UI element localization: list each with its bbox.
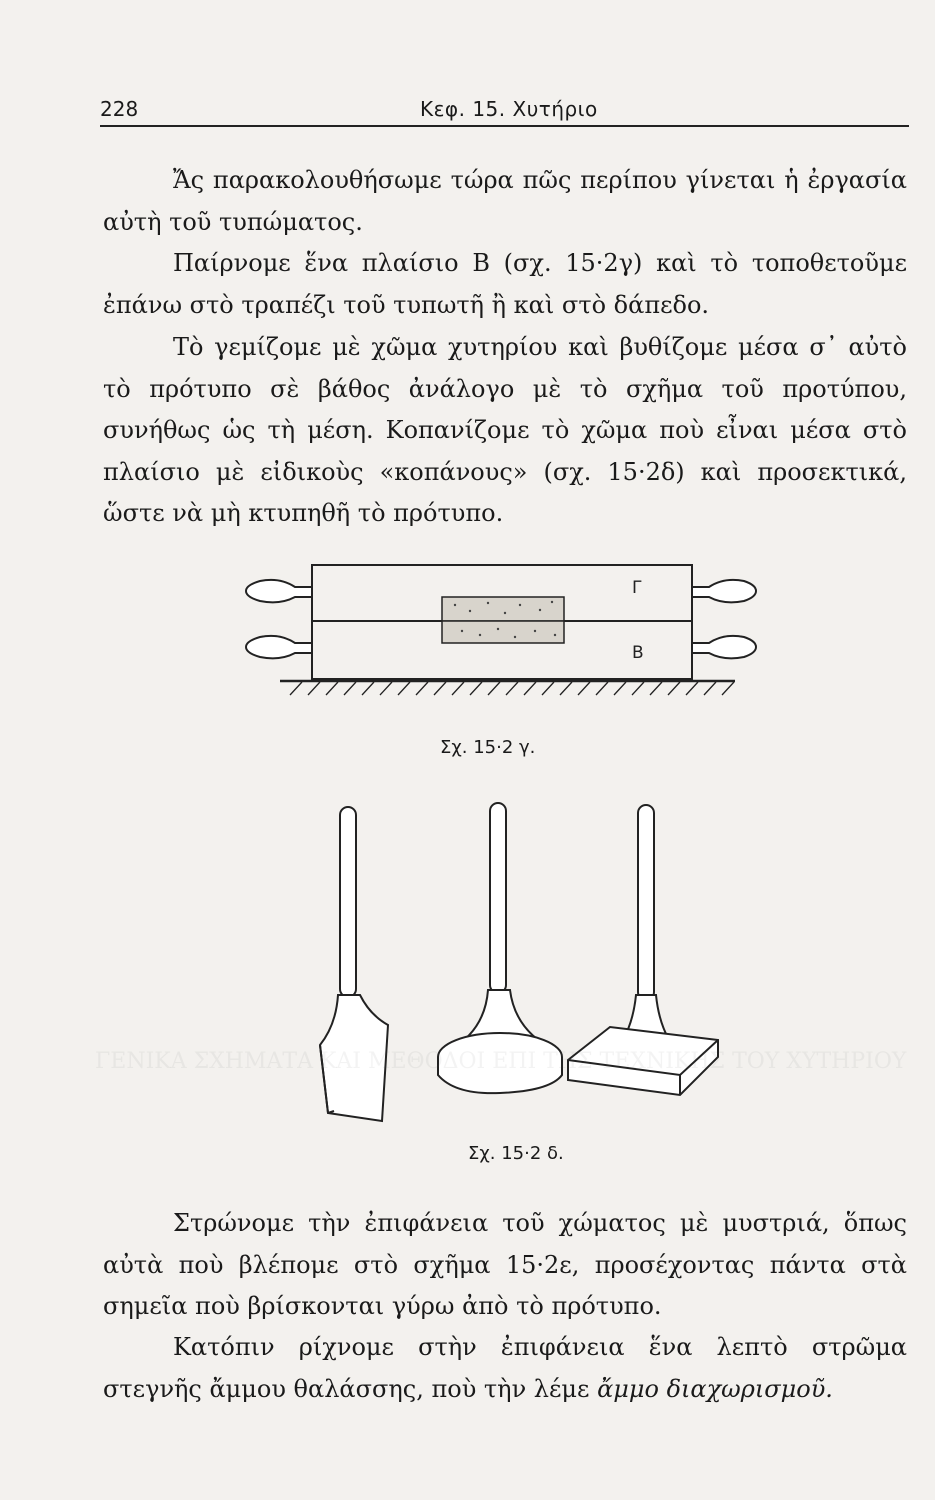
paragraph-2 <box>103 243 907 326</box>
figure-rammers <box>310 795 730 1140</box>
right-handles <box>692 580 756 658</box>
page-header <box>100 95 909 127</box>
page-number: 228 <box>100 97 139 121</box>
paragraph-1 <box>103 160 907 243</box>
bleed-through-text: ΓΕΝΙΚΑ ΣΧΗΜΑΤΑ ΚΑΙ ΜΕΘΟΔΟΙ ΕΠΙ ΤΗΣ ΤΕΧΝΙΚΗΣ ΤΟΥ ΧΥΤΗΡΙΟΥ <box>95 1049 907 1074</box>
label-box-top: Γ <box>632 578 642 598</box>
paragraph-2-text: Παίρνομε ἕνα πλαίσιο Β (σχ. 15·2γ) καὶ τὸ τοποθετοῦμε ἐπάνω στὸ τραπέζι τοῦ τυπωτῆ ἢ καὶ στὸ δάπεδο. <box>103 249 907 319</box>
figure-a-caption: Σχ. 15·2 γ. <box>440 737 536 758</box>
paragraph-3 <box>103 327 907 535</box>
chapter-title: Κεφ. 15. Χυτήριο <box>420 97 598 121</box>
label-box-bottom: Β <box>632 643 644 663</box>
paragraph-4 <box>103 1203 907 1328</box>
paragraph-5-text <box>103 1327 907 1410</box>
paragraph-5-main: Κατόπιν ρίχνομε στὴν ἐπιφάνεια ἕνα λεπτὸ στρῶμα στεγνῆς ἄμμου θαλάσσης, ποὺ τὴν λέμε <box>103 1333 907 1403</box>
paragraph-5 <box>103 1327 907 1410</box>
figure-b-caption: Σχ. 15·2 δ. <box>468 1143 564 1164</box>
pattern-upper <box>442 597 564 621</box>
left-handles <box>246 580 312 658</box>
pattern-lower <box>442 621 564 643</box>
floor-hatching <box>290 682 734 695</box>
term-separation-sand: ἄμμο διαχωρισμοῦ. <box>597 1374 833 1403</box>
paragraph-1-text: Ἄς παρακολουθήσωμε τώρα πῶς περίπου γίνεται ἡ ἐργασία αὐτὴ τοῦ τυπώματος. <box>103 166 907 236</box>
figure-moulding-boxes <box>240 555 760 715</box>
paragraph-3-text: Τὸ γεμίζομε μὲ χῶμα χυτηρίου καὶ βυθίζομε μέσα σ᾽ αὐτὸ τὸ πρότυπο σὲ βάθος ἀνάλογο μὲ τὸ σχῆμα τοῦ προτύπου, συνήθως ὡς τὴ μέση. Κοπανίζομε τὸ χῶμα ποὺ εἶναι μέσα στὸ πλαίσιο μὲ εἰδικοὺς «κοπάνους» (σχ. 15·2δ) καὶ προσεκτικά, ὥστε νὰ μὴ κτυπηθῆ τὸ πρότυπο. <box>103 333 907 527</box>
paragraph-4-text: Στρώνομε τὴν ἐπιφάνεια τοῦ χώματος μὲ μυστριά, ὅπως αὐτὰ ποὺ βλέπομε στὸ σχῆμα 15·2ε, προσέχοντας πάντα στὰ σημεῖα ποὺ βρίσκονται γύρω ἀπὸ τὸ πρότυπο. <box>103 1209 907 1320</box>
